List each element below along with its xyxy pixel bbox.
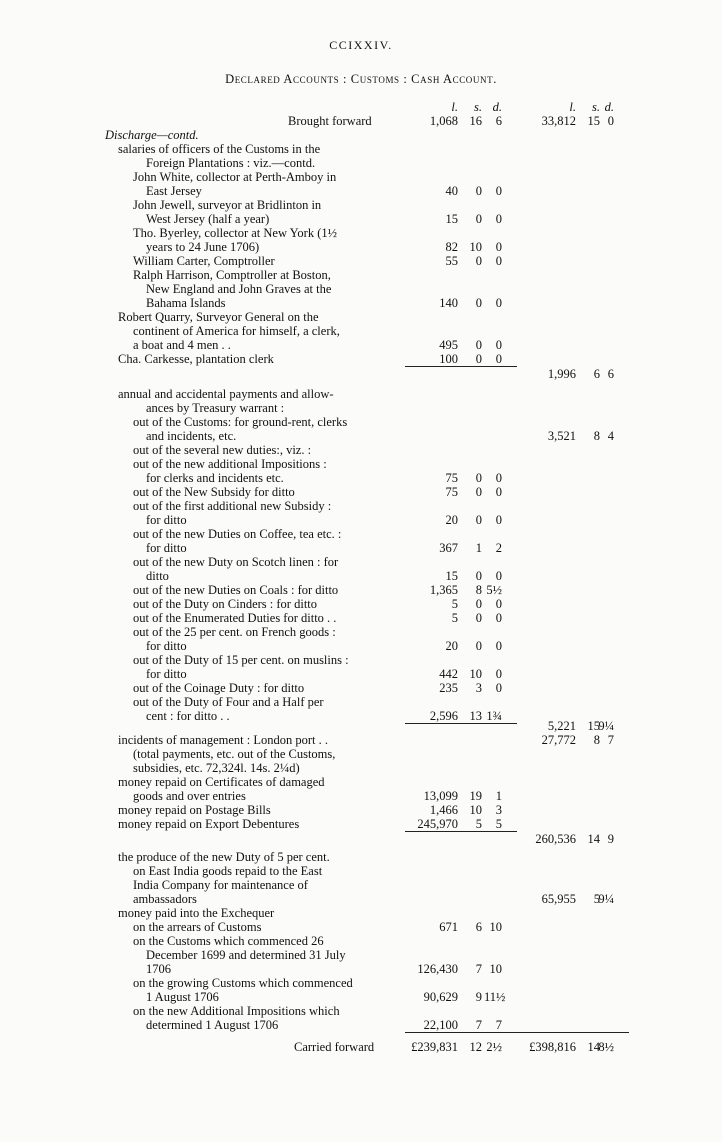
row-label: money repaid on Certificates of damaged [118, 775, 325, 789]
amount-l2: 27,772 [541, 733, 576, 747]
amount-d1: 0 [495, 681, 502, 695]
amount-d1: 2½ [486, 1040, 502, 1054]
ledger-row [0, 415, 722, 430]
amount-s1: 0 [475, 338, 482, 352]
ledger-row [0, 761, 722, 776]
amount-l1: 90,629 [423, 990, 458, 1004]
ledger-row [0, 555, 722, 570]
amount-s1: 5 [475, 817, 482, 831]
amount-d2: 9 [607, 832, 614, 846]
amount-d2: 6 [607, 367, 614, 381]
ledger-row [0, 387, 722, 402]
ledger-row [0, 499, 722, 514]
subtotal-row [0, 832, 722, 847]
row-label: Bahama Islands [146, 296, 226, 310]
amount-l1: 671 [439, 920, 458, 934]
amount-d1: 0 [495, 184, 502, 198]
ledger-row [0, 681, 722, 696]
amount-s2: 15 [587, 719, 600, 733]
amount-l2: 260,536 [535, 832, 576, 846]
amount-s2: 6 [593, 367, 600, 381]
amount-s1: 12 [469, 1040, 482, 1054]
amount-s1: 10 [469, 803, 482, 817]
amount-d1: 5½ [486, 583, 502, 597]
amount-d1: 11½ [484, 990, 506, 1004]
amount-l2: 33,812 [541, 114, 576, 128]
amount-s1: 3 [475, 681, 482, 695]
row-label: salaries of officers of the Customs in the [118, 142, 321, 156]
amount-l2: £398,816 [529, 1040, 576, 1054]
ledger-row [0, 401, 722, 416]
amount-s2: 8 [593, 429, 600, 443]
ledger-row [0, 747, 722, 762]
row-label: Brought forward [288, 114, 372, 128]
amount-d1: 5 [495, 817, 502, 831]
amount-s1: 6 [475, 920, 482, 934]
amount-l1: 2,596 [429, 709, 458, 723]
row-label: 1706 [146, 962, 171, 976]
amount-s2: 5 [593, 892, 600, 906]
ledger-row [0, 850, 722, 865]
amount-s1: 16 [469, 114, 482, 128]
amount-l1: 245,970 [417, 817, 458, 831]
ledger-row [0, 310, 722, 325]
amount-s1: 7 [475, 962, 482, 976]
amount-s1: 8 [475, 583, 482, 597]
ledger-row [0, 976, 722, 991]
ledger-row [0, 948, 722, 963]
row-label: Discharge—contd. [105, 128, 199, 142]
row-label: cent : for ditto . . [146, 709, 230, 723]
amount-s1: 9 [475, 990, 482, 1004]
row-label: determined 1 August 1706 [146, 1018, 279, 1032]
amount-d1: 0 [495, 471, 502, 485]
amount-l1: £239,831 [411, 1040, 458, 1054]
row-label: Tho. Byerley, collector at New York (1½ [133, 226, 338, 240]
row-label: out of the New Subsidy for ditto [133, 485, 295, 499]
row-label: the produce of the new Duty of 5 per cent. [118, 850, 330, 864]
row-label: India Company for maintenance of [133, 878, 308, 892]
ledger-row [0, 170, 722, 185]
amount-d1: 10 [489, 920, 502, 934]
row-label: out of the 25 per cent. on French goods : [133, 625, 336, 639]
amount-d2: 0 [607, 114, 614, 128]
row-label: Cha. Carkesse, plantation clerk [118, 352, 274, 366]
total-rule [517, 1032, 629, 1033]
ledger-row [0, 457, 722, 472]
row-label: on East India goods repaid to the East [133, 864, 323, 878]
row-label: (total payments, etc. out of the Customs, [133, 747, 336, 761]
amount-d2: d. [604, 100, 614, 114]
row-label: John Jewell, surveyor at Bridlinton in [133, 198, 322, 212]
amount-s1: s. [474, 100, 482, 114]
row-label: Carried forward [294, 1040, 375, 1054]
amount-d1: 0 [495, 667, 502, 681]
amount-s1: 0 [475, 611, 482, 625]
column-headers [0, 100, 722, 115]
amount-l1: 5 [451, 597, 458, 611]
row-label: on the growing Customs which commenced [133, 976, 353, 990]
row-label: Foreign Plantations : viz.—contd. [146, 156, 316, 170]
ledger-row [0, 527, 722, 542]
row-label: West Jersey (half a year) [146, 212, 270, 226]
ledger-row [0, 268, 722, 283]
row-label: ances by Treasury warrant : [146, 401, 285, 415]
amount-d1: 0 [495, 569, 502, 583]
amount-d1: 0 [495, 254, 502, 268]
section-heading [0, 142, 722, 157]
amount-l1: 15 [445, 569, 458, 583]
ledger-row [0, 485, 722, 500]
ledger-row [0, 352, 722, 367]
ledger-row [0, 597, 722, 612]
amount-l2: l. [569, 100, 576, 114]
ledger-row [0, 443, 722, 458]
row-label: for ditto [146, 513, 187, 527]
row-label: out of the several new duties:, viz. : [133, 443, 312, 457]
row-label: ditto [146, 569, 169, 583]
row-label: out of the new additional Impositions : [133, 457, 327, 471]
amount-s2: s. [592, 100, 600, 114]
row-label: East Jersey [146, 184, 202, 198]
row-label: annual and accidental payments and allow- [118, 387, 334, 401]
ledger-row [0, 583, 722, 598]
amount-s1: 10 [469, 240, 482, 254]
amount-s1: 0 [475, 296, 482, 310]
amount-d2: 4 [607, 429, 614, 443]
amount-s2: 14 [587, 832, 600, 846]
amount-d1: 0 [495, 338, 502, 352]
ledger-row [0, 429, 722, 444]
amount-d2: 9¼ [598, 892, 614, 906]
amount-l1: 82 [445, 240, 458, 254]
amount-l1: 367 [439, 541, 458, 555]
row-label: out of the Enumerated Duties for ditto . . [133, 611, 337, 625]
row-label: out of the new Duties on Coffee, tea etc. : [133, 527, 342, 541]
amount-d2: 7 [607, 733, 614, 747]
subtotal-row [0, 719, 722, 734]
row-label: out of the new Duty on Scotch linen : for [133, 555, 339, 569]
amount-l1: 126,430 [417, 962, 458, 976]
section-heading [0, 156, 722, 171]
amount-d1: 1 [495, 789, 502, 803]
amount-d2: 8½ [598, 1040, 614, 1054]
amount-l2: 5,221 [547, 719, 576, 733]
row-label: on the arrears of Customs [133, 920, 262, 934]
amount-d2: 9¼ [598, 719, 614, 733]
amount-d1: 7 [495, 1018, 502, 1032]
row-label: John White, collector at Perth-Amboy in [133, 170, 337, 184]
row-label: money repaid on Export Debentures [118, 817, 300, 831]
ledger-row [0, 471, 722, 486]
amount-l1: 75 [445, 485, 458, 499]
amount-l1: 55 [445, 254, 458, 268]
row-label: ambassadors [133, 892, 197, 906]
row-label: out of the Duty of 15 per cent. on muslins : [133, 653, 349, 667]
page-number: CCIXXIV. [329, 38, 393, 52]
row-label: on the new Additional Impositions which [133, 1004, 340, 1018]
row-label: years to 24 June 1706) [146, 240, 260, 254]
row-label: out of the first additional new Subsidy : [133, 499, 332, 513]
row-label: and incidents, etc. [146, 429, 237, 443]
amount-l2: 3,521 [547, 429, 576, 443]
ledger-row [0, 920, 722, 935]
page-heading: Declared Accounts : Customs : Cash Account. [225, 72, 497, 86]
row-label: out of the Coinage Duty : for ditto [133, 681, 305, 695]
amount-d1: 0 [495, 639, 502, 653]
amount-s1: 0 [475, 212, 482, 226]
amount-d1: 2 [495, 541, 502, 555]
ledger-row [0, 569, 722, 584]
ledger-row [0, 1018, 722, 1033]
amount-s1: 13 [469, 709, 482, 723]
amount-l1: 235 [439, 681, 458, 695]
amount-d1: 0 [495, 597, 502, 611]
amount-l1: 140 [439, 296, 458, 310]
ledger-row [0, 513, 722, 528]
ledger-row [0, 184, 722, 199]
row-label: William Carter, Comptroller [133, 254, 275, 268]
amount-s1: 1 [475, 541, 482, 555]
amount-s1: 19 [469, 789, 482, 803]
amount-l1: 22,100 [423, 1018, 458, 1032]
amount-s1: 0 [475, 569, 482, 583]
brought-forward-row [0, 114, 722, 129]
amount-s1: 0 [475, 485, 482, 499]
carried-forward-row [0, 1040, 722, 1055]
subtotal-row [0, 367, 722, 382]
discharge-heading [0, 128, 722, 143]
row-label: a boat and 4 men . . [133, 338, 231, 352]
amount-s1: 0 [475, 639, 482, 653]
ledger-row [0, 226, 722, 241]
ledger-row [0, 733, 722, 748]
row-label: on the Customs which commenced 26 [133, 934, 324, 948]
row-label: New England and John Graves at the [146, 282, 332, 296]
amount-s1: 10 [469, 667, 482, 681]
amount-l1: l. [451, 100, 458, 114]
amount-l1: 1,068 [429, 114, 458, 128]
row-label: money paid into the Exchequer [118, 906, 275, 920]
amount-l1: 15 [445, 212, 458, 226]
row-label: for ditto [146, 639, 187, 653]
row-label: 1 August 1706 [146, 990, 219, 1004]
ledger-row [0, 324, 722, 339]
amount-d1: 0 [495, 513, 502, 527]
amount-d1: 0 [495, 485, 502, 499]
amount-s1: 0 [475, 597, 482, 611]
amount-l1: 442 [439, 667, 458, 681]
ledger-row [0, 240, 722, 255]
amount-l2: 1,996 [547, 367, 576, 381]
amount-l1: 75 [445, 471, 458, 485]
ledger-row [0, 906, 722, 921]
ledger-row [0, 254, 722, 269]
ledger-row [0, 962, 722, 977]
amount-s2: 14 [587, 1040, 600, 1054]
amount-l1: 40 [445, 184, 458, 198]
ledger-row [0, 338, 722, 353]
row-label: for ditto [146, 541, 187, 555]
ledger-row [0, 864, 722, 879]
amount-s1: 0 [475, 184, 482, 198]
total-rule [405, 1032, 517, 1033]
ledger-row [0, 667, 722, 682]
row-label: out of the new Duties on Coals : for ditto [133, 583, 339, 597]
row-label: continent of America for himself, a clerk, [133, 324, 340, 338]
amount-s1: 0 [475, 471, 482, 485]
ledger-row [0, 892, 722, 907]
row-label: Ralph Harrison, Comptroller at Boston, [133, 268, 331, 282]
amount-d1: 1¾ [486, 709, 502, 723]
row-label: goods and over entries [133, 789, 246, 803]
ledger-row [0, 990, 722, 1005]
amount-d1: 0 [495, 240, 502, 254]
ledger-row [0, 282, 722, 297]
row-label: money repaid on Postage Bills [118, 803, 271, 817]
amount-l2: 65,955 [541, 892, 576, 906]
ledger-row [0, 653, 722, 668]
row-label: Robert Quarry, Surveyor General on the [118, 310, 319, 324]
ledger-row [0, 296, 722, 311]
amount-d1: 0 [495, 352, 502, 366]
amount-l1: 5 [451, 611, 458, 625]
ledger-row [0, 789, 722, 804]
row-label: for clerks and incidents etc. [146, 471, 284, 485]
row-label: out of the Duty on Cinders : for ditto [133, 597, 318, 611]
amount-d1: d. [492, 100, 502, 114]
amount-l1: 20 [445, 639, 458, 653]
row-label: out of the Duty of Four and a Half per [133, 695, 324, 709]
ledger-row [0, 1004, 722, 1019]
row-label: out of the Customs: for ground-rent, clerks [133, 415, 348, 429]
row-label: for ditto [146, 667, 187, 681]
row-label: December 1699 and determined 31 July [146, 948, 346, 962]
amount-s1: 7 [475, 1018, 482, 1032]
ledger-row [0, 878, 722, 893]
amount-d1: 0 [495, 212, 502, 226]
amount-l1: 20 [445, 513, 458, 527]
amount-d1: 10 [489, 962, 502, 976]
ledger-row [0, 803, 722, 818]
ledger-row [0, 212, 722, 227]
amount-d1: 0 [495, 611, 502, 625]
ledger-row [0, 541, 722, 556]
ledger-row [0, 625, 722, 640]
ledger-row [0, 611, 722, 626]
amount-s2: 8 [593, 733, 600, 747]
amount-l1: 100 [439, 352, 458, 366]
amount-l1: 13,099 [423, 789, 458, 803]
row-label: incidents of management : London port . . [118, 733, 329, 747]
amount-d1: 3 [495, 803, 502, 817]
ledger-row [0, 817, 722, 832]
amount-d1: 6 [495, 114, 502, 128]
amount-l1: 1,466 [429, 803, 458, 817]
amount-s1: 0 [475, 513, 482, 527]
amount-s1: 0 [475, 352, 482, 366]
ledger-row [0, 198, 722, 213]
amount-l1: 495 [439, 338, 458, 352]
ledger-row [0, 695, 722, 710]
amount-d1: 0 [495, 296, 502, 310]
ledger-row [0, 775, 722, 790]
row-label: subsidies, etc. 72,324l. 14s. 2¼d) [133, 761, 300, 775]
ledger-row [0, 639, 722, 654]
amount-s2: 15 [587, 114, 600, 128]
amount-l1: 1,365 [429, 583, 458, 597]
amount-s1: 0 [475, 254, 482, 268]
ledger-row [0, 934, 722, 949]
